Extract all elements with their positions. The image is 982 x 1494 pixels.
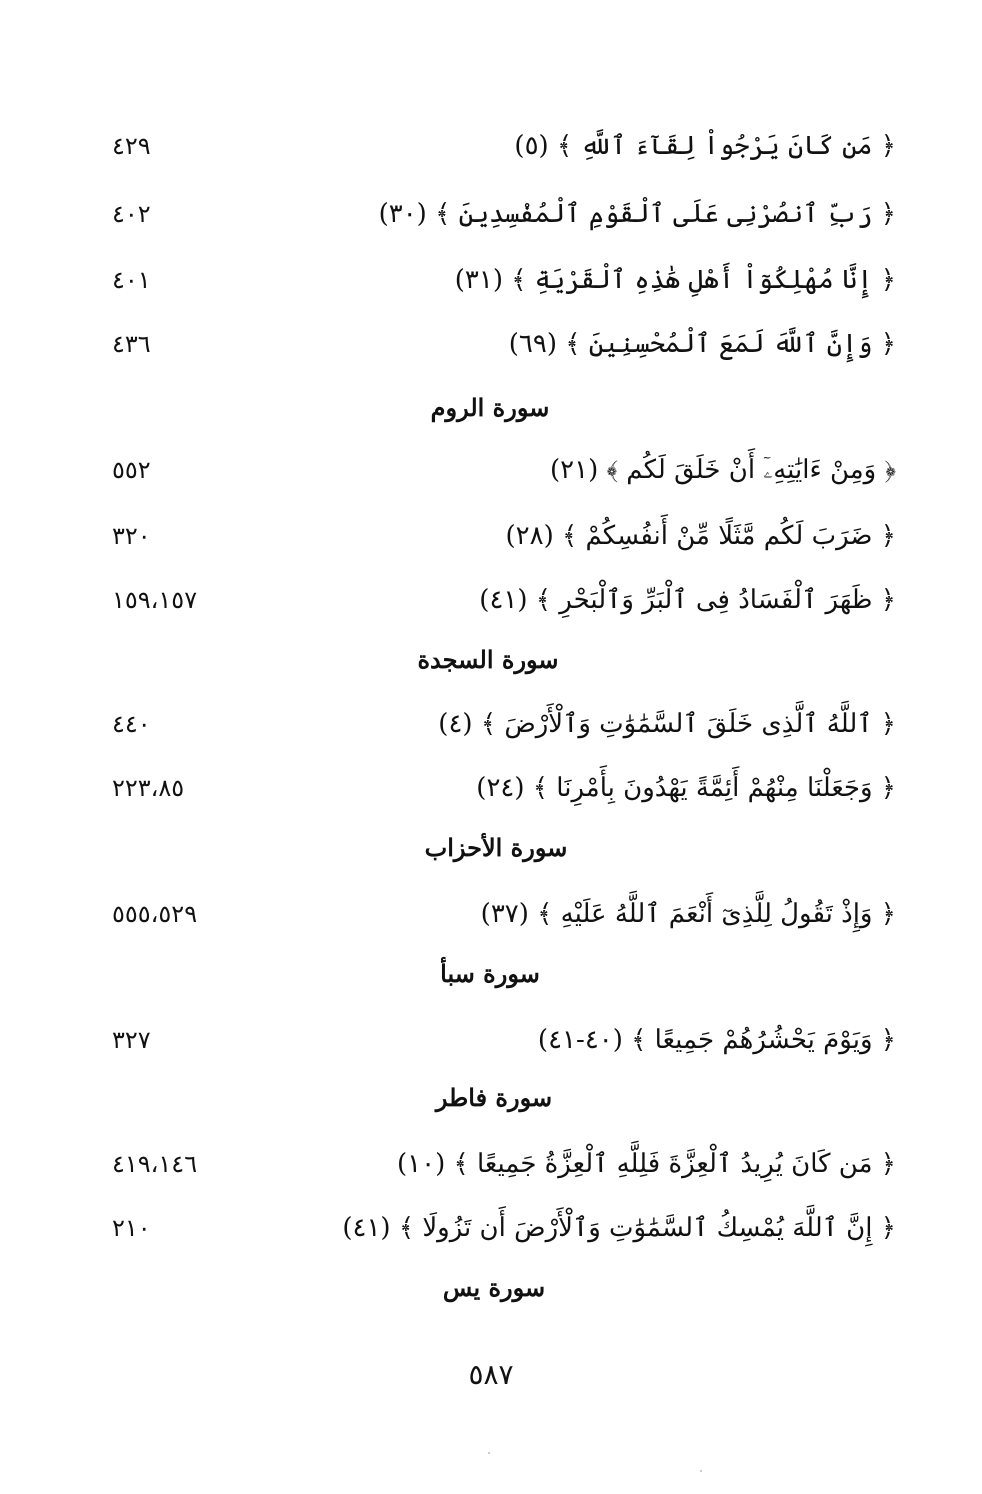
verse-entry [100,768,896,808]
surah-heading: سورة الأحزاب [424,833,568,862]
page-reference: ٣٢٧ [112,1026,151,1054]
page-reference: ٤٠٢ [112,200,151,228]
surah-heading: سورة فاطر [435,1083,553,1112]
surah-heading: سورة الروم [430,393,550,422]
page-reference: ٤٣٦ [112,330,151,358]
page-reference: ٤٠١ [112,266,151,294]
page-reference: ٢١٠ [112,1214,151,1242]
verse-text: ﴿ ضَرَبَ لَكُم مَّثَلًا مِّنْ أَنفُسِكُمْ ﴾ (٢٨) [505,521,896,551]
page-reference: ٢٢٣،٨٥ [112,774,185,802]
verse-entry [100,704,896,744]
page-number: ٥٨٧ [468,1358,514,1391]
verse-entry [100,894,896,934]
page-reference: ٤٢٩ [112,132,151,160]
page-reference: ١٥٩،١٥٧ [112,586,198,614]
scan-speck [700,1470,702,1472]
verse-text: ﴿ وَمِنْ ءَايَٰتِهِۦٓ أَنْ خَلَقَ لَكُم ﴾ (٢١) [549,455,896,485]
verse-entry [100,324,896,364]
page-reference: ٥٥٢ [112,456,151,484]
page-reference: ٤١٩،١٤٦ [112,1150,198,1178]
verse-entry [100,126,896,166]
verse-text: ﴿ وَإِذْ تَقُولُ لِلَّذِىٓ أَنْعَمَ ٱللَّهُ عَلَيْهِ ﴾ (٣٧) [480,899,896,929]
verse-text: ﴿ إِنَّا مُهْلِكُوٓاْ أَهْلِ هَٰذِهِ ٱلْقَرْيَةِ ﴾ (٣١) [454,265,896,295]
verse-entry [100,516,896,556]
surah-heading: سورة السجدة [417,645,559,674]
verse-entry [100,194,896,234]
verse-entry [100,260,896,300]
verse-entry [100,1144,896,1184]
page-reference: ٣٢٠ [112,522,151,550]
verse-text: ﴿ مَن كَانَ يَرْجُواْ لِقَآءَ ٱللَّهِ ﴾ (٥) [514,131,896,161]
surah-heading: سورة سبأ [440,959,540,988]
verse-entry [100,450,896,490]
verse-entry [100,1020,896,1060]
verse-text: ﴿ مَن كَانَ يُرِيدُ ٱلْعِزَّةَ فَلِلَّهِ ٱلْعِزَّةُ جَمِيعًا ﴾ (١٠) [397,1149,896,1179]
page-reference: ٤٤٠ [112,710,151,738]
verse-text: ﴿ ظَهَرَ ٱلْفَسَادُ فِى ٱلْبَرِّ وَٱلْبَحْرِ ﴾ (٤١) [479,585,896,615]
verse-text: ﴿ وَإِنَّ ٱللَّهَ لَمَعَ ٱلْمُحْسِنِينَ ﴾ (٦٩) [508,329,896,359]
surah-heading: سورة يس [442,1273,546,1302]
verse-entry [100,580,896,620]
verse-entry [100,1208,896,1248]
verse-text: ﴿ رَبِّ ٱنصُرْنِى عَلَى ٱلْقَوْمِ ٱلْمُفْسِدِينَ ﴾ (٣٠) [378,199,896,229]
verse-text: ﴿ وَجَعَلْنَا مِنْهُمْ أَئِمَّةً يَهْدُونَ بِأَمْرِنَا ﴾ (٢٤) [476,773,896,803]
verse-text: ﴿ وَيَوْمَ يَحْشُرُهُمْ جَمِيعًا ﴾ (٤٠-٤١) [537,1025,896,1055]
page-reference: ٥٥٥،٥٢٩ [112,900,198,928]
scan-speck [488,1452,490,1454]
verse-text: ﴿ إِنَّ ٱللَّهَ يُمْسِكُ ٱلسَّمَٰوَٰتِ وَٱلْأَرْضَ أَن تَزُولَا ﴾ (٤١) [342,1213,896,1243]
verse-text: ﴿ ٱللَّهُ ٱلَّذِى خَلَقَ ٱلسَّمَٰوَٰتِ وَٱلْأَرْضَ ﴾ (٤) [438,709,896,739]
